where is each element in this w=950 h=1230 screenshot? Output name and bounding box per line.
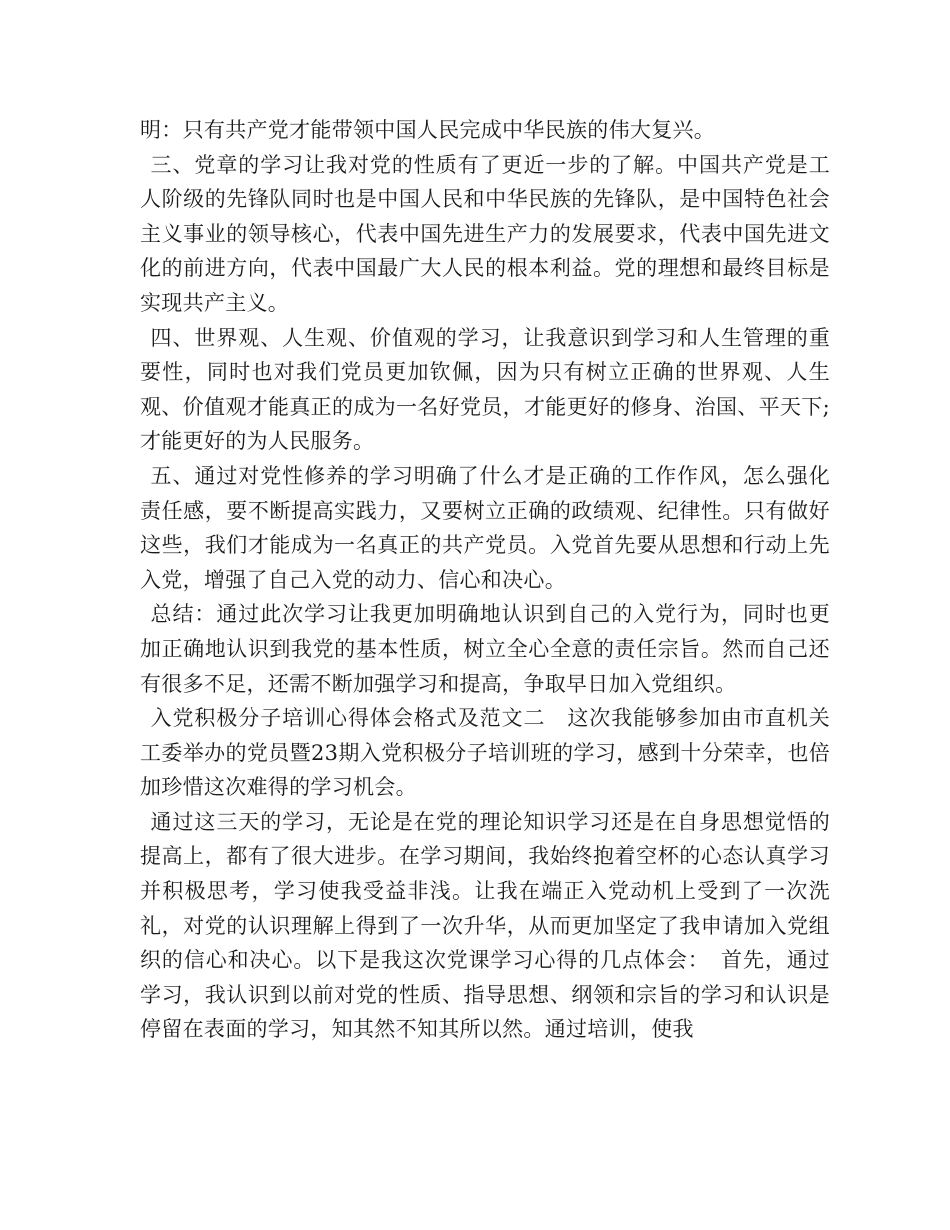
document-page (140, 113, 830, 1047)
paragraph-worldview: 四、世界观、人生观、价值观的学习，让我意识到学习和人生管理的重要性，同时也对我们党员更加钦佩，因为只有树立正确的世界观、人生观、价值观才能真正的成为一名好党员，才能更好的修身、治国、平天下;才能更好的为人民服务。 (140, 325, 830, 454)
paragraph-party-spirit: 五、通过对党性修养的学习明确了什么才是正确的工作作风，怎么强化责任感，要不断提高实践力，又要树立正确的政绩观、纪律性。只有做好这些，我们才能成为一名真正的共产党员。入党首先要从思想和行动上先入党，增强了自己入党的动力、信心和决心。 (140, 463, 830, 592)
paragraph-sample-two-intro: 入党积极分子培训心得体会格式及范文二 这次我能够参加由市直机关工委举办的党员暨23期入党积极分子培训班的学习，感到十分荣幸，也倍加珍惜这次难得的学习机会。 (140, 706, 830, 800)
paragraph-party-constitution: 三、党章的学习让我对党的性质有了更近一步的了解。中国共产党是工人阶级的先锋队同时也是中国人民和中华民族的先锋队，是中国特色社会主义事业的领导核心，代表中国先进生产力的发展要求，代表中国先进文化的前进方向，代表中国最广大人民的根本利益。党的理想和最终目标是实现共产主义。 (140, 152, 830, 315)
paragraph-three-days-study: 通过这三天的学习，无论是在党的理论知识学习还是在自身思想觉悟的提高上，都有了很大进步。在学习期间，我始终抱着空杯的心态认真学习并积极思考，学习使我受益非浅。让我在端正入党动机上受到了一次洗礼，对党的认识理解上得到了一次升华，从而更加坚定了我申请加入党组织的信心和决心。以下是我这次党课学习心得的几点体会： 首先，通过学习，我认识到以前对党的性质、指导思想、纲领和宗旨的学习和认识是停留在表面的学习，知其然不知其所以然。通过培训，使我 (140, 809, 830, 1042)
paragraph-continuation: 明：只有共产党才能带领中国人民完成中华民族的伟大复兴。 (140, 118, 716, 142)
paragraph-summary: 总结：通过此次学习让我更加明确地认识到自己的入党行为，同时也更加正确地认识到我党的基本性质，树立全心全意的责任宗旨。然而自己还有很多不足，还需不断加强学习和提高，争取早日加入党组织。 (140, 602, 830, 696)
